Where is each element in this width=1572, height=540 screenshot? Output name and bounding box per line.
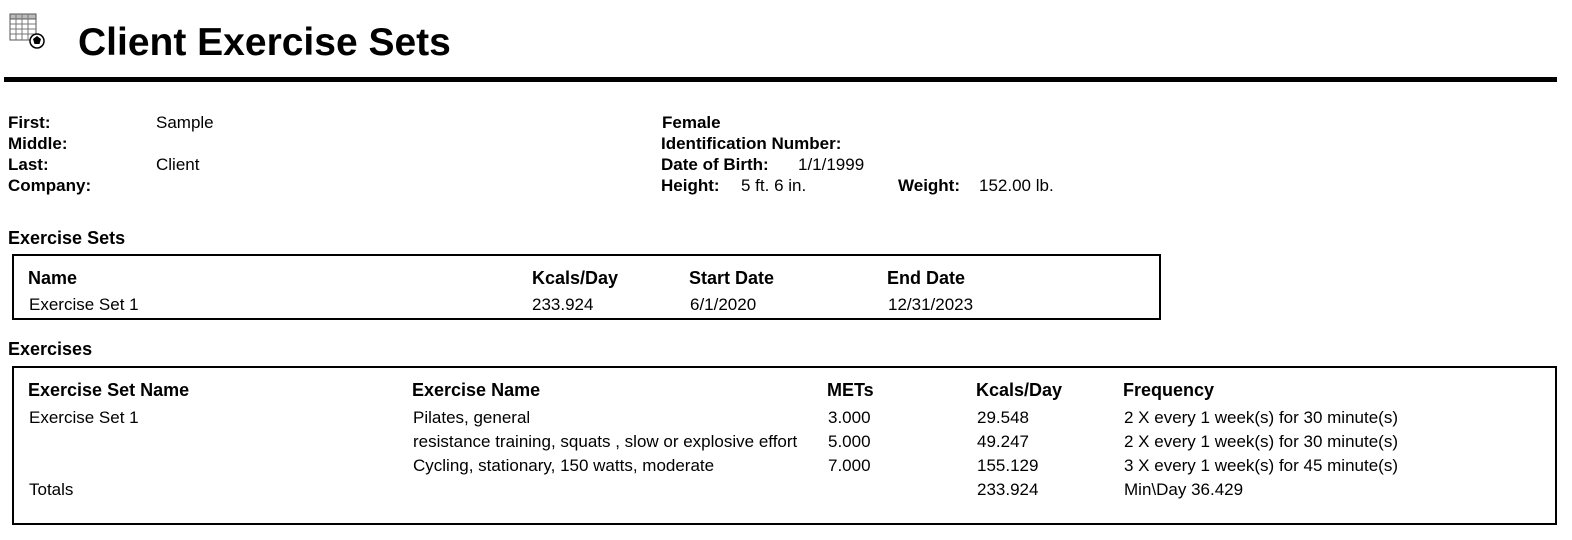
- column-header-mets: METs: [827, 380, 874, 400]
- totals-min-per-day: Min\Day 36.429: [1124, 480, 1244, 499]
- kcals-cell: 29.548: [977, 408, 1029, 427]
- middle-name-label: Middle:: [8, 134, 68, 153]
- column-header-kcals-day: Kcals/Day: [976, 380, 1063, 400]
- frequency-cell: 2 X every 1 week(s) for 30 minute(s): [1124, 432, 1398, 451]
- mets-cell: 5.000: [828, 432, 871, 451]
- totals-kcals: 233.924: [977, 480, 1039, 499]
- company-label: Company:: [8, 176, 92, 195]
- exercise-name-cell: resistance training, squats , slow or explosive effort: [413, 432, 798, 451]
- exercises-heading: Exercises: [8, 339, 93, 359]
- frequency-cell: 2 X every 1 week(s) for 30 minute(s): [1124, 408, 1398, 427]
- weight-value: 152.00 lb.: [979, 176, 1054, 195]
- mets-cell: 7.000: [828, 456, 871, 475]
- weight-label: Weight:: [898, 176, 961, 195]
- title-divider: [4, 77, 1557, 82]
- identification-number-label: Identification Number:: [661, 134, 842, 153]
- last-name-label: Last:: [8, 155, 49, 174]
- frequency-cell: 3 X every 1 week(s) for 45 minute(s): [1124, 456, 1398, 475]
- column-header-kcals-day: Kcals/Day: [532, 268, 619, 288]
- column-header-exercise-set-name: Exercise Set Name: [28, 380, 190, 400]
- column-header-name: Name: [28, 268, 78, 288]
- exercises-table: [12, 366, 1557, 525]
- column-header-exercise-name: Exercise Name: [412, 380, 541, 400]
- totals-label: Totals: [29, 480, 74, 499]
- date-of-birth-value: 1/1/1999: [798, 155, 865, 174]
- column-header-start-date: Start Date: [689, 268, 775, 288]
- set-end-date-cell: 12/31/2023: [888, 295, 974, 314]
- date-of-birth-label: Date of Birth:: [661, 155, 769, 174]
- report-title: Client Exercise Sets: [78, 21, 451, 64]
- first-name-value: Sample: [156, 113, 214, 132]
- set-start-date-cell: 6/1/2020: [690, 295, 757, 314]
- column-header-frequency: Frequency: [1123, 380, 1215, 400]
- kcals-cell: 155.129: [977, 456, 1039, 475]
- set-name-cell: Exercise Set 1: [29, 295, 139, 314]
- column-header-end-date: End Date: [887, 268, 966, 288]
- set-kcals-cell: 233.924: [532, 295, 594, 314]
- mets-cell: 3.000: [828, 408, 871, 427]
- exercise-sets-table: [12, 254, 1161, 320]
- height-label: Height:: [661, 176, 720, 195]
- exercise-sets-heading: Exercise Sets: [8, 228, 126, 248]
- exercise-name-cell: Pilates, general: [413, 408, 531, 427]
- exercise-set-name-cell: Exercise Set 1: [29, 408, 139, 427]
- spreadsheet-icon: [9, 13, 45, 49]
- exercise-name-cell: Cycling, stationary, 150 watts, moderate: [413, 456, 715, 475]
- kcals-cell: 49.247: [977, 432, 1029, 451]
- last-name-value: Client: [156, 155, 200, 174]
- height-value: 5 ft. 6 in.: [741, 176, 807, 195]
- gender-value: Female: [662, 113, 721, 132]
- first-name-label: First:: [8, 113, 51, 132]
